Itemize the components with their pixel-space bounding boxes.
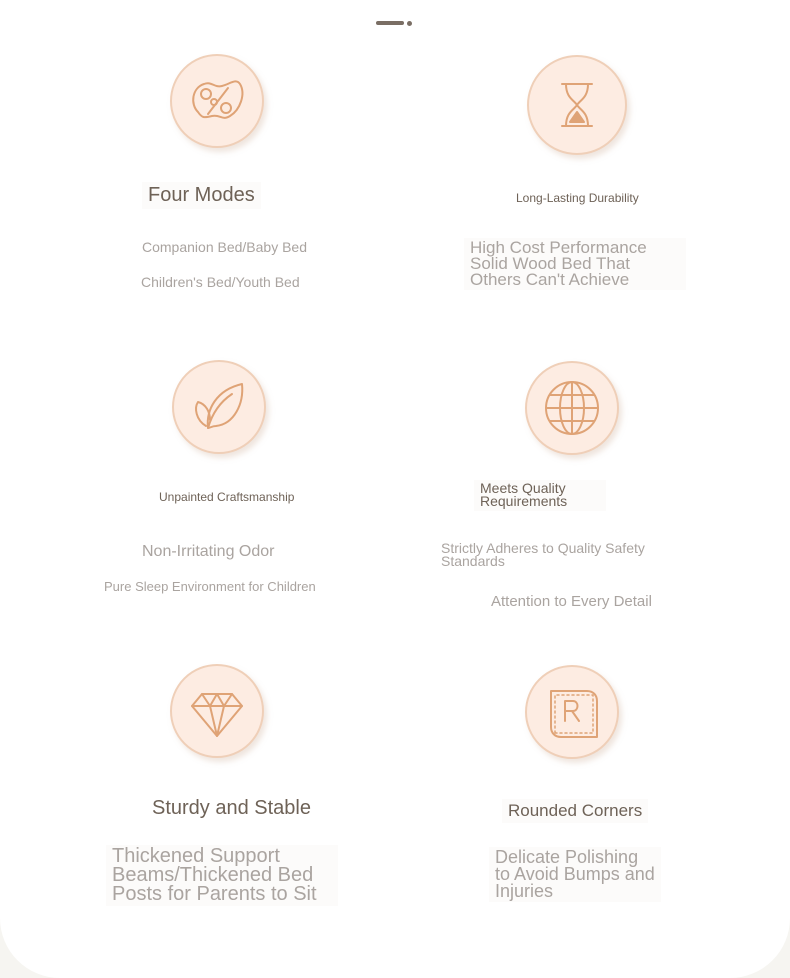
rounded-corner-icon	[525, 665, 619, 759]
feature-title: Long-Lasting Durability	[516, 191, 639, 205]
leaf-icon	[172, 360, 266, 454]
feature-line: Companion Bed/Baby Bed	[142, 239, 307, 255]
carousel-indicator-dot[interactable]	[407, 21, 412, 26]
feature-line: Children's Bed/Youth Bed	[141, 274, 300, 290]
feature-line: Attention to Every Detail	[491, 593, 652, 610]
carousel-indicator[interactable]	[376, 20, 416, 26]
carousel-indicator-active[interactable]	[376, 21, 404, 25]
percent-icon	[170, 54, 264, 148]
feature-title: Sturdy and Stable	[152, 797, 311, 819]
feature-title: Meets Quality Requirements	[474, 480, 606, 511]
feature-line: Pure Sleep Environment for Children	[104, 579, 316, 594]
feature-line: Thickened Support Beams/Thickened Bed Posts for Parents to Sit	[106, 845, 338, 906]
feature-line: Strictly Adheres to Quality Safety Standards	[441, 540, 645, 570]
diamond-icon	[170, 664, 264, 758]
feature-title: Four Modes	[142, 182, 261, 209]
hourglass-icon	[527, 55, 627, 155]
feature-line: Non-Irritating Odor	[142, 543, 275, 560]
globe-icon	[525, 361, 619, 455]
feature-line: Delicate Polishing to Avoid Bumps and Injuries	[489, 847, 661, 902]
feature-title: Unpainted Craftsmanship	[159, 490, 295, 504]
feature-title: Rounded Corners	[502, 799, 648, 823]
feature-line: High Cost Performance Solid Wood Bed That Others Can't Achieve	[464, 238, 686, 290]
